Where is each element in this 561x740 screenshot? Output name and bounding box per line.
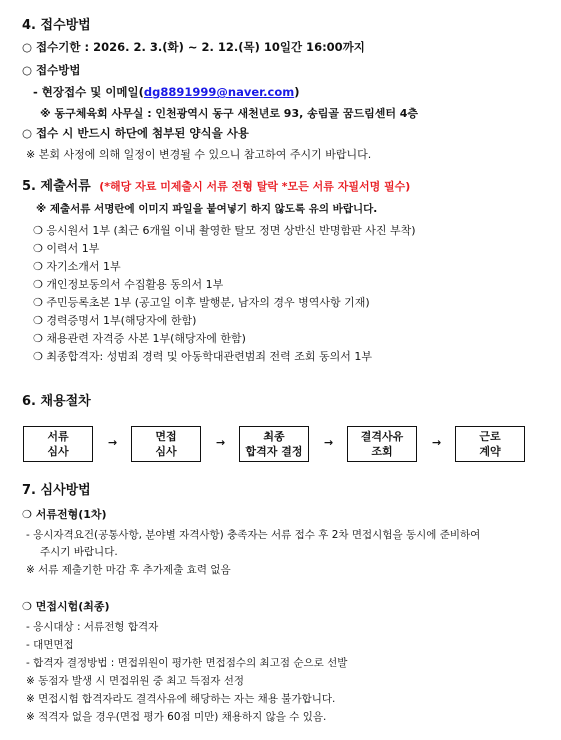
onsite-email-suffix: ) [294,85,300,99]
arrow-right-icon: → [432,436,442,449]
interview-line: - 응시대상 : 서류전형 합격자 [26,621,159,633]
interview-line: ※ 면접시험 합격자라도 결격사유에 해당하는 자는 채용 불가합니다. [26,693,336,705]
method-line: ○ 접수방법 [22,63,81,77]
flow-step-interview: 면접 심사 [131,426,201,462]
office-address-note: ※ 동구체육회 사무실 : 인천광역시 동구 새천년로 93, 송림골 꿈드림센터 4층 [40,107,419,120]
doc-item: ❍ 주민등록초본 1부 (공고일 이후 발행분, 남자의 경우 병역사항 기재) [33,296,370,309]
interview-line: ※ 동점자 발생 시 면접위원 중 최고 득점자 선정 [26,675,245,687]
arrow-right-icon: → [216,436,226,449]
flow-step-document-review: 서류 심사 [23,426,93,462]
document-screening-line-1: - 응시자격요건(공통사항, 분야별 자격사항) 충족자는 서류 접수 후 2차 면접시험을 동시에 준비하여 [26,529,481,541]
arrow-right-icon: → [324,436,334,449]
flow-step-disqualification-check: 결격사유 조회 [347,426,417,462]
circle-bullet-icon: ❍ [33,278,43,291]
onsite-email-prefix: - 현장접수 및 이메일( [33,85,144,99]
document-screening-note: ※ 서류 제출기한 마감 후 추가제출 효력 없음 [26,564,231,576]
circle-bullet-icon: ❍ [33,260,43,273]
flow-step-contract: 근로 계약 [455,426,525,462]
form-usage-line: ○ 접수 시 반드시 하단에 첨부된 양식을 사용 [22,126,249,140]
circle-bullet-icon: ❍ [33,296,43,309]
doc-item: ❍ 최종합격자: 성범죄 경력 및 아동학대관련범죄 전력 조회 동의서 1부 [33,350,372,363]
circle-bullet-icon: ❍ [33,332,43,345]
doc-item: ❍ 이력서 1부 [33,242,100,255]
circle-bullet-icon: ❍ [33,242,43,255]
document-screening-title: ❍ 서류전형(1차) [22,508,107,521]
section-7-title: 7. 심사방법 [22,483,91,498]
doc-item: ❍ 자기소개서 1부 [33,260,121,273]
circle-bullet-icon: ❍ [33,224,43,237]
section-4-title: 4. 접수방법 [22,18,91,33]
section-5-title-text: 5. 제출서류 [22,179,91,194]
interview-line: - 대면면접 [26,639,74,651]
deadline-line: ○ 접수기한 : 2026. 2. 3.(화) ~ 2. 12.(목) 10일간 16:00까지 [22,40,365,54]
doc-item: ❍ 채용관련 자격증 사본 1부(해당자에 한함) [33,332,246,345]
section-5-warning: (*해당 자료 미제출시 서류 전형 탈락 *모든 서류 자필서명 필수) [99,180,411,193]
signature-note: ※ 제출서류 서명란에 이미지 파일을 붙여넣기 하지 않도록 유의 바랍니다. [36,203,378,215]
email-link[interactable]: dg8891999@naver.com [143,85,295,99]
flow-step-final-decision: 최종 합격자 결정 [239,426,309,462]
interview-line: ※ 적격자 없을 경우(면접 평가 60점 미만) 채용하지 않을 수 있음. [26,711,327,723]
doc-item: ❍ 경력증명서 1부(해당자에 한함) [33,314,197,327]
doc-item: ❍ 개인정보동의서 수집활용 동의서 1부 [33,278,224,291]
arrow-right-icon: → [108,436,118,449]
section-5-title [22,180,410,193]
circle-bullet-icon: ❍ [33,314,43,327]
schedule-change-note: ※ 본회 사정에 의해 일정이 변경될 수 있으니 참고하여 주시기 바랍니다. [26,148,372,161]
interview-title: ❍ 면접시험(최종) [22,600,110,613]
onsite-email-line [33,87,300,99]
document-screening-line-2: 주시기 바랍니다. [40,546,118,558]
circle-bullet-icon: ❍ [33,350,43,363]
section-6-title: 6. 채용절차 [22,394,91,409]
doc-item: ❍ 응시원서 1부 (최근 6개월 이내 촬영한 탈모 정면 상반신 반명함판 사진 부착) [33,224,416,237]
interview-line: - 합격자 결정방법 : 면접위원이 평가한 면접점수의 최고점 순으로 선발 [26,657,348,669]
